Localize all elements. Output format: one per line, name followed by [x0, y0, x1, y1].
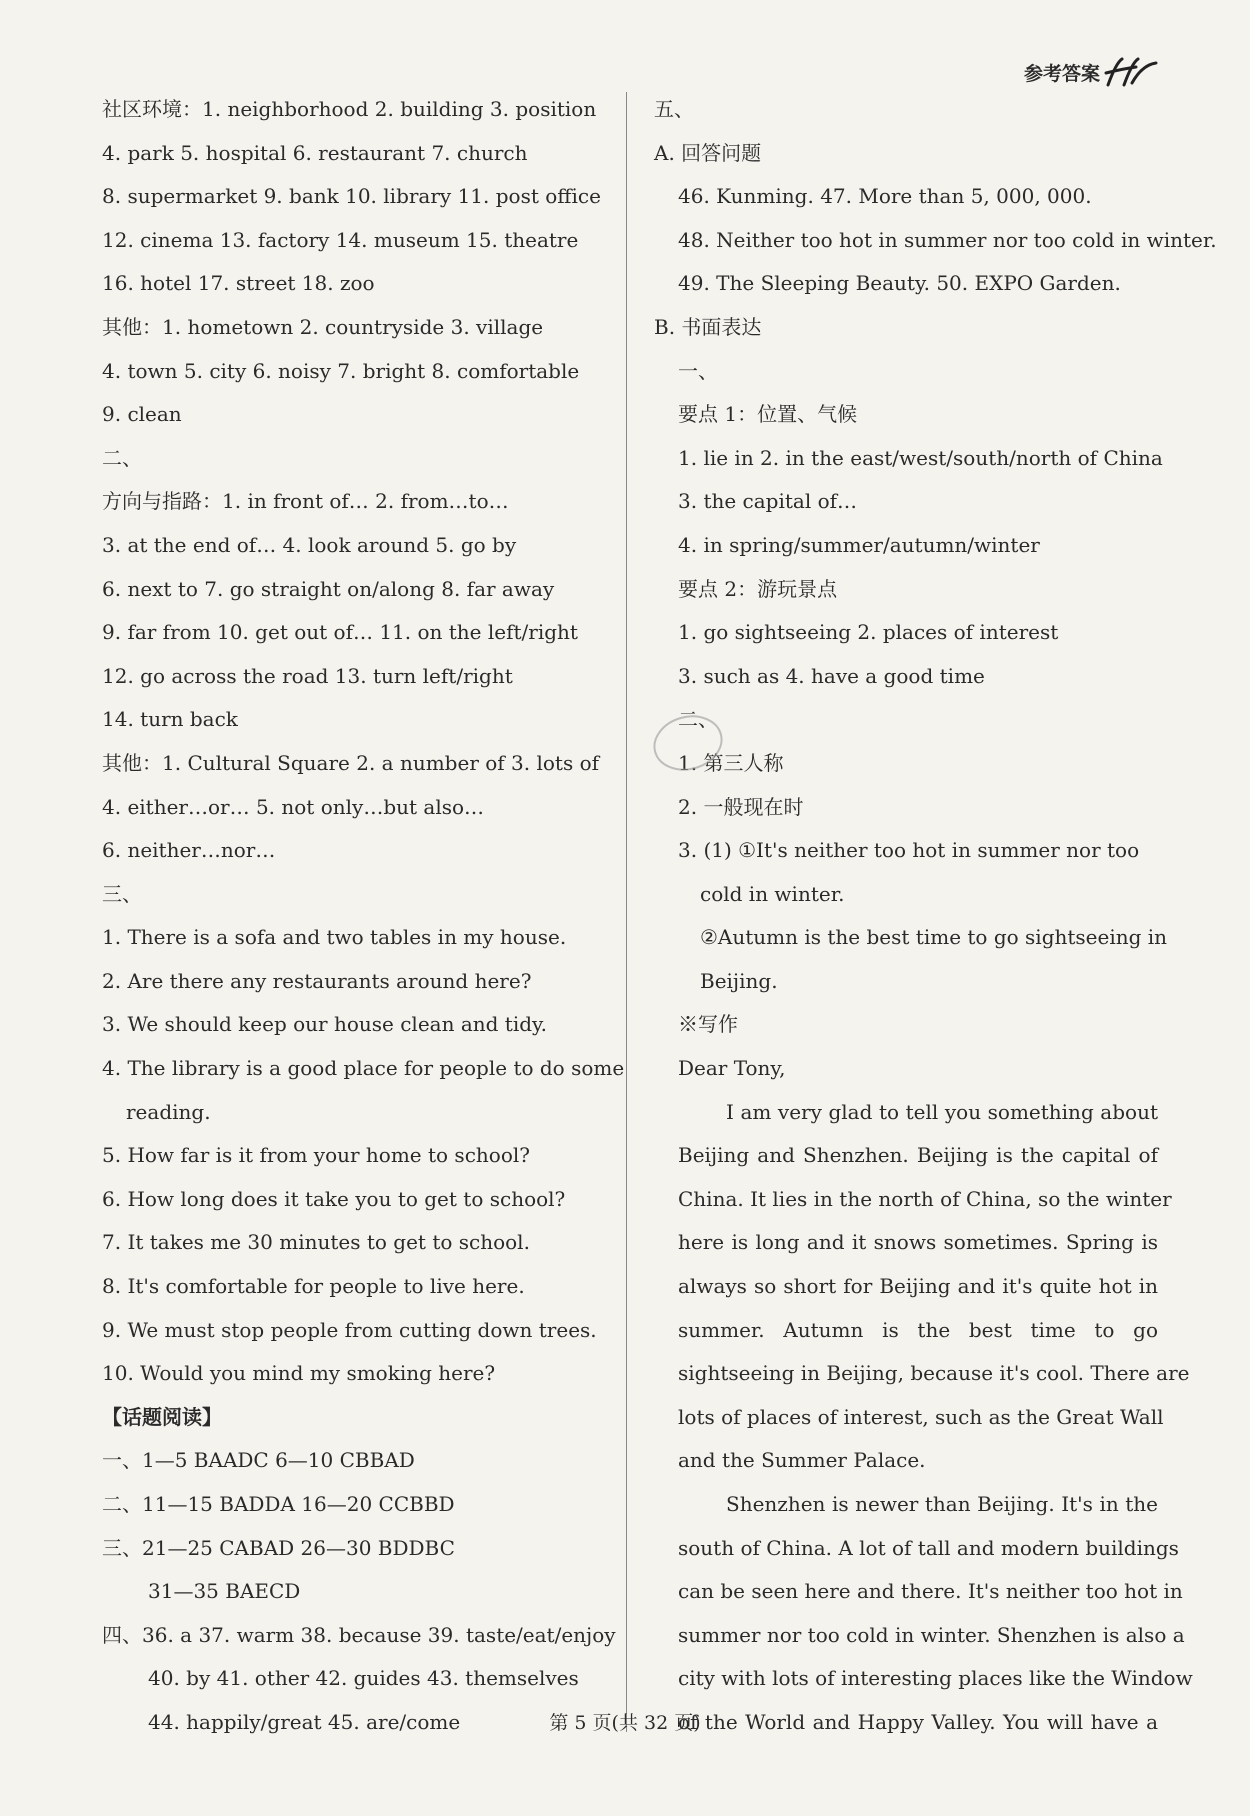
text-line: Beijing.	[700, 968, 778, 993]
letter-line: summer nor too cold in winter. Shenzhen is also a	[678, 1622, 1185, 1647]
answer-line: 一、1—5 BAADC 6—10 CBBAD	[102, 1448, 415, 1473]
text-line: 3. We should keep our house clean and tidy.	[102, 1012, 548, 1037]
letter-line: sightseeing in Beijing, because it's cool. There are	[678, 1361, 1190, 1386]
text-line: 3. (1) ①It's neither too hot in summer nor too	[678, 838, 1140, 863]
letter-line: Shenzhen is newer than Beijing. It's in the	[726, 1492, 1158, 1516]
text-line: 46. Kunming. 47. More than 5, 000, 000.	[678, 184, 1092, 209]
letter-line: can be seen here and there. It's neither too hot in	[678, 1579, 1183, 1604]
text-line: 49. The Sleeping Beauty. 50. EXPO Garden.	[678, 271, 1121, 296]
letter-line: always so short for Beijing and it's quite hot in	[678, 1274, 1158, 1299]
answer-line: 40. by 41. other 42. guides 43. themselves	[148, 1666, 579, 1691]
text-line: 3. such as 4. have a good time	[678, 663, 985, 688]
text-line: cold in winter.	[700, 881, 845, 906]
section-heading: ※写作	[678, 1012, 738, 1037]
page-footer: 第 5 页(共 32 页)	[549, 1712, 701, 1734]
section-heading: 三、	[102, 881, 142, 906]
letter-line: of the World and Happy Valley. You will have a	[678, 1709, 1158, 1734]
text-line: 48. Neither too hot in summer nor too cold in winter.	[678, 227, 1217, 252]
text-line: 5. How far is it from your home to school?	[102, 1143, 530, 1168]
text-line: 3. the capital of…	[678, 489, 858, 514]
text-line: 4. town 5. city 6. noisy 7. bright 8. comfortable	[102, 358, 580, 383]
letter-line: south of China. A lot of tall and modern buildings	[678, 1535, 1179, 1560]
letter-line: I am very glad to tell you something about	[726, 1099, 1158, 1124]
section-heading: 二、	[102, 445, 142, 470]
text-line: ②Autumn is the best time to go sightseeing in	[700, 925, 1168, 950]
column-divider	[626, 92, 627, 1732]
text-line: 4. park 5. hospital 6. restaurant 7. church	[102, 140, 528, 165]
text-line: 4. either…or… 5. not only…but also…	[102, 794, 485, 819]
text-line: 1. There is a sofa and two tables in my house.	[102, 925, 567, 950]
letter-line: Beijing and Shenzhen. Beijing is the capital of	[678, 1143, 1158, 1168]
text-line: 其他：1. hometown 2. countryside 3. village	[102, 314, 544, 339]
text-line: 6. next to 7. go straight on/along 8. far away	[102, 576, 555, 601]
text-line: 要点 1：位置、气候	[678, 402, 858, 427]
text-line: 16. hotel 17. street 18. zoo	[102, 271, 375, 296]
text-line: 8. supermarket 9. bank 10. library 11. post office	[102, 184, 601, 209]
section-heading: 【话题阅读】	[102, 1404, 222, 1429]
text-line: 6. How long does it take you to get to school?	[102, 1186, 566, 1211]
text-line: 2. Are there any restaurants around here?	[102, 968, 532, 993]
text-line: 社区环境：1. neighborhood 2. building 3. position	[102, 97, 597, 121]
text-line: 1. go sightseeing 2. places of interest	[678, 620, 1059, 645]
section-heading: 五、	[654, 97, 694, 121]
answer-line: 三、21—25 CABAD 26—30 BDDBC	[102, 1535, 455, 1560]
text-line: 12. cinema 13. factory 14. museum 15. theatre	[102, 227, 579, 252]
section-heading: 二、	[678, 707, 718, 732]
letter-line: China. It lies in the north of China, so the winter	[678, 1186, 1172, 1211]
answer-line: 二、11—15 BADDA 16—20 CCBBD	[102, 1492, 455, 1516]
section-heading: B. 书面表达	[654, 314, 762, 339]
text-line: 要点 2：游玩景点	[678, 576, 838, 601]
text-line: 方向与指路：1. in front of… 2. from…to…	[102, 489, 509, 514]
stamp-mark-icon	[648, 708, 728, 778]
text-line: 10. Would you mind my smoking here?	[102, 1361, 496, 1386]
answer-line: 四、36. a 37. warm 38. because 39. taste/eat/enjoy	[102, 1622, 616, 1647]
right-column	[654, 88, 1217, 1745]
text-line: 9. We must stop people from cutting down trees.	[102, 1317, 597, 1342]
text-line: 1. 第三人称	[678, 750, 784, 775]
answer-line: 31—35 BAECD	[148, 1579, 301, 1604]
text-line: 9. far from 10. get out of… 11. on the left/right	[102, 620, 578, 645]
text-line: 3. at the end of… 4. look around 5. go by	[102, 532, 517, 557]
text-line: 2. 一般现在时	[678, 794, 804, 819]
text-line: reading.	[126, 1099, 211, 1124]
text-line: 9. clean	[102, 402, 182, 427]
answer-line: 44. happily/great 45. are/come	[148, 1709, 461, 1734]
letter-salutation: Dear Tony,	[678, 1056, 786, 1081]
letter-line: lots of places of interest, such as the Great Wall	[678, 1404, 1164, 1429]
text-line: 14. turn back	[102, 707, 238, 732]
text-line: 1. lie in 2. in the east/west/south/north of China	[678, 445, 1163, 470]
text-line: 其他：1. Cultural Square 2. a number of 3. lots of	[102, 750, 600, 775]
text-line: 4. The library is a good place for people to do some	[102, 1056, 625, 1081]
letter-line: summer. Autumn is the best time to go	[678, 1317, 1158, 1342]
section-heading: 一、	[678, 358, 718, 383]
text-line: 12. go across the road 13. turn left/right	[102, 663, 513, 688]
publisher-logo-icon	[1102, 55, 1160, 89]
text-line: 6. neither…nor…	[102, 838, 276, 863]
letter-line: here is long and it snows sometimes. Spring is	[678, 1230, 1158, 1255]
text-line: 8. It's comfortable for people to live here.	[102, 1274, 525, 1299]
letter-line: and the Summer Palace.	[678, 1448, 926, 1473]
section-heading: A. 回答问题	[654, 140, 762, 165]
letter-line: city with lots of interesting places like the Window	[678, 1666, 1193, 1691]
text-line: 7. It takes me 30 minutes to get to school.	[102, 1230, 530, 1255]
text-line: 4. in spring/summer/autumn/winter	[678, 532, 1040, 557]
header-title: 参考答案	[1023, 63, 1100, 85]
